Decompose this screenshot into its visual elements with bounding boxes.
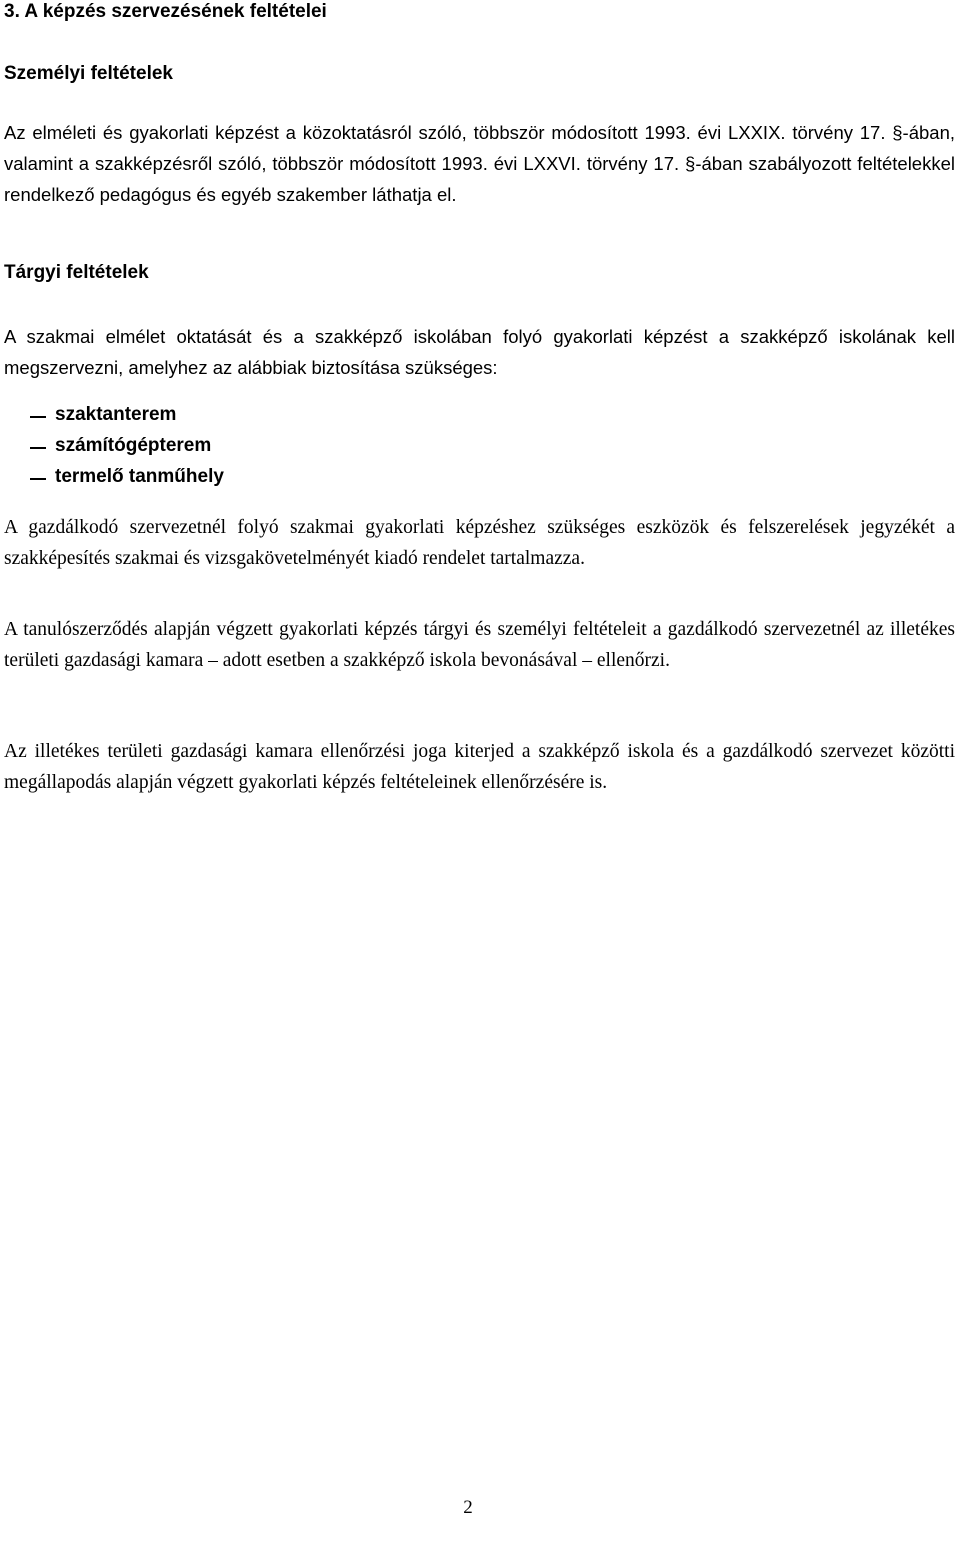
section-heading-personal: Személyi feltételek bbox=[4, 63, 173, 84]
dash-bullet-icon bbox=[30, 478, 46, 480]
page-number: 2 bbox=[463, 1497, 473, 1518]
list-item bbox=[30, 434, 224, 465]
chamber-inspection-rights-paragraph: Az illetékes területi gazdasági kamara ellenőrzési joga kiterjed a szakképző iskola és a gazdálkodó szervezet közötti megállapodás alapján végzett gyakorlati képzés feltételeinek ellenőrzésére is. bbox=[4, 741, 955, 793]
list-item-label: termelő tanműhely bbox=[55, 466, 224, 487]
dash-bullet-icon bbox=[30, 416, 46, 418]
equipment-list-paragraph: A gazdálkodó szervezetnél folyó szakmai gyakorlati képzéshez szükséges eszközök és felszerelések jegyzékét a szakképesítés szakmai és vizsgakövetelményét kiadó rendelet tartalmazza. bbox=[4, 517, 955, 569]
section-heading-material: Tárgyi feltételek bbox=[4, 262, 149, 283]
list-item bbox=[30, 465, 224, 496]
apprenticeship-inspection-paragraph: A tanulószerződés alapján végzett gyakorlati képzés tárgyi és személyi feltételeit a gazdálkodó szervezetnél az illetékes területi gazdasági kamara – adott esetben a szakképző iskola bevonásával – ellenőrzi. bbox=[4, 619, 955, 671]
dash-bullet-icon bbox=[30, 447, 46, 449]
chapter-title: 3. A képzés szervezésének feltételei bbox=[4, 1, 327, 22]
material-conditions-intro: A szakmai elmélet oktatását és a szakképző iskolában folyó gyakorlati képzést a szakképző iskolának kell megszervezni, amelyhez az alábbiak biztosítása szükséges: bbox=[4, 326, 955, 378]
required-facilities-list bbox=[30, 403, 224, 496]
list-item-label: szaktanterem bbox=[55, 404, 177, 425]
list-item-label: számítógépterem bbox=[55, 435, 212, 456]
list-item bbox=[30, 403, 224, 434]
personal-conditions-paragraph: Az elméleti és gyakorlati képzést a közoktatásról szóló, többször módosított 1993. évi LXXIX. törvény 17. §-ában, valamint a szakképzésről szóló, többször módosított 1993. évi LXXVI. törvény 17. §-ában szabályozott feltételekkel rendelkező pedagógus és egyéb szakember láthatja el. bbox=[4, 122, 955, 205]
